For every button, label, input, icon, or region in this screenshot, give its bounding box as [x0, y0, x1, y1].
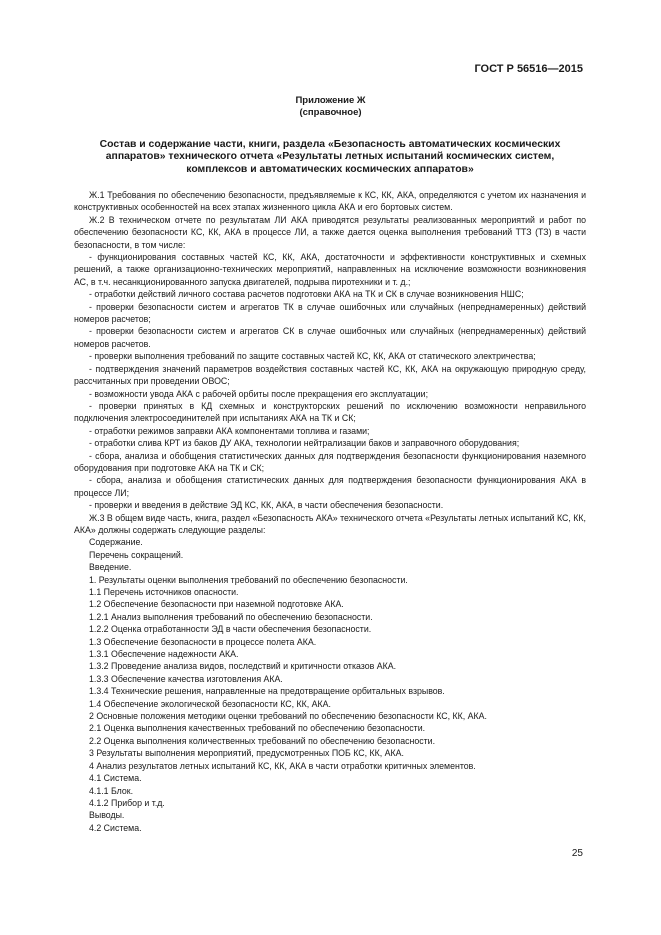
list-item: - отработки слива КРТ из баков ДУ АКА, технологии нейтрализации баков и заправочного оборудования; — [89, 438, 520, 449]
list-item: - функционирования составных частей КС, КК, АКА, достаточности и эффективности конструктивных и схемных решений, а также организационно-технических мероприятий, направленных на исключение возможности возникновения АС, в т.ч. несанкционированного запуска двигателей, подрыва пиротехники и т. д.; — [74, 252, 586, 287]
toc-item: 2.2 Оценка выполнения количественных требований по обеспечению безопасности. — [89, 735, 436, 746]
heading-line: Состав и содержание части, книги, раздела «Безопасность автоматических космических — [99, 139, 561, 150]
toc-item: 1.2.2 Оценка отработанности ЭД в части обеспечения безопасности. — [89, 624, 372, 635]
toc-item: 1.4 Обеспечение экологической безопасности КС, КК, АКА. — [89, 698, 331, 709]
standard-number: ГОСТ Р 56516—2015 — [474, 63, 583, 75]
toc-item: 1.2 Обеспечение безопасности при наземной подготовке АКА. — [89, 599, 344, 610]
toc-item: 1.3.2 Проведение анализа видов, последствий и критичности отказов АКА. — [89, 661, 397, 672]
list-item: - возможности увода АКА с рабочей орбиты после прекращения его эксплуатации; — [89, 388, 429, 399]
section-heading — [74, 139, 586, 176]
toc-item: Перечень сокращений. — [89, 549, 184, 560]
list-item: - проверки и введения в действие ЭД КС, КК, АКА, в части обеспечения безопасности. — [89, 500, 444, 511]
annex-header — [0, 95, 661, 119]
list-item: - отработки режимов заправки АКА компонентами топлива и газами; — [89, 425, 370, 436]
toc-item: 1.3 Обеспечение безопасности в процессе полета АКА. — [89, 636, 317, 647]
toc-item: 1. Результаты оценки выполнения требований по обеспечению безопасности. — [89, 574, 408, 585]
list-item: - сбора, анализа и обобщения статистических данных для подтверждения безопасности функционирования наземного оборудования при подготовке АКА на ТК и СК; — [74, 450, 586, 473]
toc-item: 2.1 Оценка выполнения качественных требований по обеспечению безопасности. — [89, 723, 426, 734]
heading-line: аппаратов» технического отчета «Результаты летных испытаний космических систем, — [105, 151, 555, 163]
toc-item: 4.1.2 Прибор и т.д. — [89, 797, 165, 808]
list-item: - проверки принятых в КД схемных и конструкторских решений по исключению возможности неправильного подключения электросоединителей при испытаниях АКА на ТК и СК; — [74, 400, 586, 424]
paragraph: Ж.1 Требования по обеспечению безопасности, предъявляемые к КС, КК, АКА, определяются с учетом их назначения и конструктивных особенностей на всех этапах жизненного цикла АКА и его бортовых систем. — [74, 190, 586, 213]
list-item: - проверки выполнения требований по защите составных частей КС, КК, АКА от статического электричества; — [89, 351, 536, 362]
heading-line: комплексов и автоматических космических аппаратов» — [186, 163, 474, 175]
body-text — [74, 189, 586, 834]
toc-item: 1.3.1 Обеспечение надежности АКА. — [89, 649, 239, 660]
list-item: - проверки безопасности систем и агрегатов СК в случае ошибочных или случайных (непреднамеренных) действий номеров расчетов. — [74, 326, 586, 349]
list-item: - подтверждения значений параметров воздействия составных частей КС, КК, АКА на окружающую природную среду, рассчитанных при проведении ОВОС; — [74, 363, 586, 387]
toc-item: 3 Результаты выполнения мероприятий, предусмотренных ПОБ КС, КК, АКА. — [89, 748, 404, 759]
list-item: - сбора, анализа и обобщения статистических данных для подтверждения безопасности функционирования АКА в процессе ЛИ; — [74, 475, 586, 498]
toc-item: 4.1.1 Блок. — [89, 785, 134, 796]
toc-item: 4.1 Система. — [89, 773, 142, 784]
annex-title: Приложение Ж — [295, 95, 366, 106]
toc-item: 1.2.1 Анализ выполнения требований по обеспечению безопасности. — [89, 611, 373, 622]
toc-item: 4.2 Система. — [89, 822, 142, 833]
paragraph: Ж.2 В техническом отчете по результатам ЛИ АКА приводятся результаты реализованных мероприятий и работ по обеспечению безопасности КС, КК, АКА в процессе ЛИ, а также дается оценка выполнения требований ТТЗ (ТЗ) в части безопасности, в том числе: — [74, 214, 586, 250]
list-item: - проверки безопасности систем и агрегатов ТК в случае ошибочных или случайных (непреднамеренных) действий номеров расчетов; — [74, 301, 586, 325]
toc-item: 1.1 Перечень источников опасности. — [89, 587, 239, 597]
toc-item: 1.3.3 Обеспечение качества изготовления АКА. — [89, 673, 283, 684]
page-number: 25 — [571, 848, 583, 859]
toc-item: Выводы. — [89, 810, 125, 821]
annex-note: (справочное) — [299, 107, 362, 118]
paragraph: Ж.3 В общем виде часть, книга, раздел «Безопасность АКА» технического отчета «Результаты летных испытаний КС, КК, АКА» должны содержать следующие разделы: — [74, 512, 586, 535]
toc-item: 2 Основные положения методики оценки требований по обеспечению безопасности КС, КК, АКА. — [89, 711, 487, 722]
toc-item: Содержание. — [89, 537, 143, 548]
list-item: - отработки действий личного состава расчетов подготовки АКА на ТК и СК в случае возникновения НШС; — [89, 289, 524, 300]
toc-item: Введение. — [89, 562, 132, 573]
toc-item: 4 Анализ результатов летных испытаний КС, КК, АКА в части отработки критичных элементов. — [89, 760, 476, 771]
toc-item: 1.3.4 Технические решения, направленные на предотвращение орбитальных взрывов. — [89, 686, 445, 697]
